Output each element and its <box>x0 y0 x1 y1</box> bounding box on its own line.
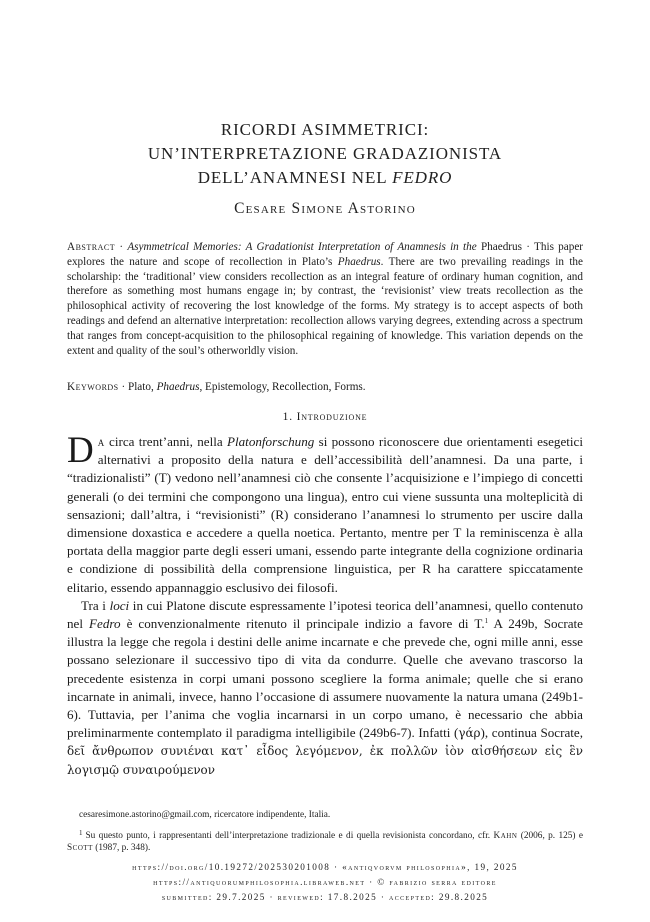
keyword-3: , Epistemology, Recollection, Forms. <box>199 381 366 393</box>
paragraph-2-a: Tra i <box>81 597 110 613</box>
footnote-1-a: Su questo punto, i rappresentanti dell’interpretazione tradizionale e di quella revisionista concordano, cfr. <box>85 831 494 841</box>
section-heading <box>0 411 650 423</box>
author-affiliation: cesaresimone.astorino@gmail.com, ricercatore indipendente, Italia. <box>79 810 331 820</box>
section-number: 1. <box>282 411 293 423</box>
title-line-3-prefix: DELL’ANAMNESI NEL <box>197 168 393 187</box>
footnote-1-number: 1 <box>79 829 83 837</box>
abstract-title-plain: Phaedrus <box>476 241 522 253</box>
title-line-1: RICORDI ASIMMETRICI: <box>220 120 430 139</box>
keyword-2: Phaedrus <box>156 381 200 393</box>
abstract-text-2: . There are two prevailing readings in the scholarship: the ‘traditional’ view considers recollection as an integral feature of ordinary human cognition, and therefore as something most humans engage in; by contrast, the ‘revisionist’ view treats recollection as the philosophical activity of recovering the lost knowledge of the forms. My strategy is to accept aspects of both readings and defend an alternative interpretation: recollection allows varying degrees, extending across a spectrum that ranges from concept-acquisition to the philosophical regaining of knowledge. This variation depends on the extent and quality of the soul’s otherworldly vision. <box>67 255 583 357</box>
keyword-1: Plato, <box>127 381 157 393</box>
paragraph-2-d: A 249b, Socrate illustra la legge che regola i destini delle anime incarnate e che prevede che, ogni mille anni, esse possano selezionare il successivo tipo di vita da condurre. Quelle che avevano trascorso la precedente esistenza in corpi umani possono scegliere la forma animale; quelle che si erano incarnate in animali, invece, hanno l’occasione di assumere nuovamente la natura umana (249b1-6). Tuttavia, per l’anima che voglia incarnarsi in un corpo umano, è necessario che abbia preliminarmente contemplato il paradigma intelligibile (249b6-7). Infatti ( <box>67 616 583 741</box>
abstract <box>67 240 583 358</box>
paragraph-1-b: si possono riconoscere due orientamenti esegetici alternativi a proposito della natura e dell’accessibilità dell’anamnesi. Da una parte, i “tradizionalisti” (T) vedono nell’anamnesi ciò che consente l’acquisizione e l’impiego di concetti generali (o dei termini che compongono una lingua), entro cui viene sussunta una molteplicità di sensazioni; dall’altra, i “revisionisti” (R) considerano l’anamnesi lo strumento per uscire dalla dimensione doxastica e accedere a quella noetica. Pertanto, mentre per T la reminiscenza è alla portata della maggior parte degli esseri umani, essendo parte integrante della cognizione ordinaria e condizione di possibilità della comprensione linguistica, per R ha carattere spiccatamente elitario, essendo appannaggio esclusivo dei filosofi. <box>67 434 583 595</box>
paragraph-2-italic-2: Fedro <box>89 616 121 632</box>
paragraph-2-e: ), continua Socrate, <box>480 725 583 741</box>
dates-line: submitted: 29.7.2025 · reviewed: 17.8.2025 · accepted: 29.8.2025 <box>161 892 489 902</box>
footnote-1-b: (2006, p. 125) e <box>517 831 584 841</box>
footnote-1-kahn: Kahn <box>493 831 518 841</box>
paragraph-1-a: circa trent’anni, nella <box>104 434 227 449</box>
footnote-1-c: (1987, p. 348). <box>92 843 151 853</box>
title-line-2: UN’INTERPRETAZIONE GRADAZIONISTA <box>147 144 503 163</box>
abstract-sep: · <box>115 241 128 253</box>
article-title <box>0 118 650 190</box>
abstract-text-1: This paper explores the nature and scope of recollection in Plato’s <box>67 241 584 268</box>
abstract-text-italic: Phaedrus <box>337 255 381 268</box>
keywords-sep: · <box>118 381 128 393</box>
section-title: Introduzione <box>296 411 368 423</box>
footnote-ref-1[interactable]: 1 <box>484 617 489 626</box>
title-line-3 <box>0 166 650 190</box>
abstract-title-italic: Asymmetrical Memories: A Gradationist Interpretation of Anamnesis in the <box>127 241 477 253</box>
keywords-label: Keywords <box>67 381 119 393</box>
abstract-label: Abstract <box>67 241 116 253</box>
paragraph-2-b: in cui Platone discute espressamente l’ipotesi teorica dell’anamnesi, quello contenuto nel <box>67 597 583 632</box>
keywords <box>67 380 583 394</box>
greek-quotation: δεῖ ἄνθρωπον συνιέναι κατ᾽ εἶδος λεγόμενον, ἐκ πολλῶν ἰὸν αἰσθήσεων εἰς ἓν λογισμῷ συναιρούμενον <box>67 744 583 777</box>
drop-cap: D <box>67 430 94 471</box>
title-line-3-italic: FEDRO <box>392 168 453 187</box>
paragraph-2-italic-1: loci <box>109 597 130 613</box>
greek-gar: γάρ <box>458 726 481 741</box>
doi-line[interactable]: https://doi.org/10.19272/202530201008 · «antiqvorvm philosophia», 19, 2025 <box>132 862 518 872</box>
body-text <box>67 430 583 779</box>
paragraph-2-c: è convenzionalmente ritenuto il principale indizio a favore di T. <box>120 616 485 632</box>
paragraph-1-italic: Platonforschung <box>227 434 315 449</box>
website-line[interactable]: https://antiquorumphilosophia.libraweb.net · © fabrizio serra editore <box>153 877 497 887</box>
footnotes <box>67 809 583 860</box>
footnote-1 <box>67 827 583 854</box>
drop-cap-continuation: a <box>97 434 105 449</box>
author-name: Cesare Simone Astorino <box>234 200 416 217</box>
footnote-1-scott: Scott <box>67 843 93 853</box>
paragraph-2 <box>67 597 583 779</box>
paragraph-1 <box>67 430 583 597</box>
abstract-sep-2: · <box>521 241 535 253</box>
